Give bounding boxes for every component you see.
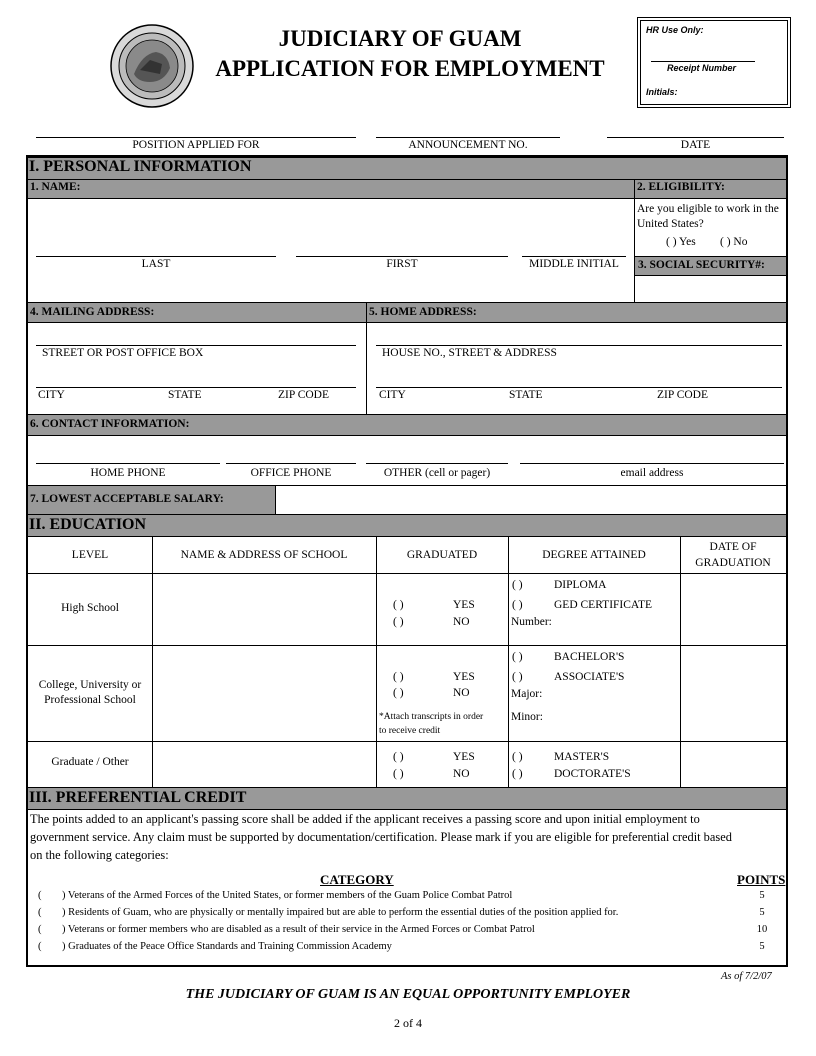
level-college-2: Professional School <box>44 694 136 706</box>
hs-diploma-label: DIPLOMA <box>554 579 607 591</box>
col-level-header: LEVEL <box>71 549 109 561</box>
email-label: email address <box>620 467 684 479</box>
college-associate-checkbox[interactable]: ( ) <box>512 671 523 683</box>
contact-info-label: 6. CONTACT INFORMATION: <box>30 418 190 430</box>
lowest-salary-field[interactable] <box>276 486 785 514</box>
home-state-label: STATE <box>509 389 543 401</box>
middle-initial-field[interactable] <box>522 256 626 257</box>
street-po-label: STREET OR POST OFFICE BOX <box>42 347 204 359</box>
attach-transcripts-note-1: *Attach transcripts in order <box>379 712 484 722</box>
home-zip-label: ZIP CODE <box>657 389 709 401</box>
col-date-header-1: DATE OF <box>709 541 757 553</box>
office-phone-label: OFFICE PHONE <box>250 467 332 479</box>
eeo-statement: THE JUDICIARY OF GUAM IS AN EQUAL OPPORTUNITY EMPLOYER <box>185 987 631 1002</box>
home-phone-label: HOME PHONE <box>90 467 166 479</box>
category-header: CATEGORY <box>320 872 394 887</box>
eligibility-question-2: United States? <box>637 218 704 230</box>
college-major-label: Major: <box>511 688 543 700</box>
college-bachelor-checkbox[interactable]: ( ) <box>512 651 523 663</box>
mailing-city-state-zip-field[interactable] <box>36 387 356 388</box>
form-frame <box>26 155 788 967</box>
pref-2-points: 5 <box>759 907 765 918</box>
level-graduate: Graduate / Other <box>51 756 129 768</box>
grad-no-label: NO <box>453 768 470 780</box>
pref-4-points: 5 <box>759 941 765 952</box>
hs-number-label: Number: <box>511 616 552 628</box>
college-no-label: NO <box>453 687 470 699</box>
other-phone-field[interactable] <box>366 463 508 464</box>
pref-3-text: ) Veterans or former members who are disabled as a result of their service in the Armed Forces or Combat Patrol <box>62 924 535 935</box>
house-street-field[interactable] <box>376 345 782 346</box>
last-label: LAST <box>141 258 171 270</box>
lowest-salary-label: 7. LOWEST ACCEPTABLE SALARY: <box>30 493 224 505</box>
announcement-no-label: ANNOUNCEMENT NO. <box>408 139 528 151</box>
preferential-paragraph-2: government service. Any claim must be supported by documentation/certification. Please mark if you are eligible for preferential credit based <box>30 830 732 844</box>
eligibility-question-1: Are you eligible to work in the <box>637 203 779 215</box>
mailing-city-label: CITY <box>38 389 65 401</box>
last-name-field[interactable] <box>36 256 276 257</box>
preferential-paragraph-3: on the following categories: <box>30 848 169 862</box>
eligibility-yes-checkbox[interactable]: ( ) Yes <box>666 236 696 248</box>
mailing-state-label: STATE <box>168 389 202 401</box>
col-graduated-header: GRADUATED <box>406 549 478 561</box>
initials-label: Initials: <box>646 87 678 97</box>
hs-ged-label: GED CERTIFICATE <box>554 599 653 611</box>
email-field[interactable] <box>520 463 784 464</box>
name-label: 1. NAME: <box>30 181 81 193</box>
home-address-label: 5. HOME ADDRESS: <box>369 306 477 318</box>
house-no-label: HOUSE NO., STREET & ADDRESS <box>382 347 557 359</box>
section-preferential-heading: III. PREFERENTIAL CREDIT <box>29 789 247 806</box>
eligibility-no-checkbox[interactable]: ( ) No <box>720 236 748 248</box>
preferential-paragraph-1: The points added to an applicant's passing score shall be added if the applicant receives a passing score and upon initial employment to <box>30 812 700 826</box>
college-yes-label: YES <box>453 671 475 683</box>
mailing-address-label: 4. MAILING ADDRESS: <box>30 306 155 318</box>
date-label: DATE <box>680 139 711 151</box>
hs-ged-checkbox[interactable]: ( ) <box>512 599 523 611</box>
eligibility-label: 2. ELIGIBILITY: <box>637 181 725 193</box>
grad-master-label: MASTER'S <box>554 751 610 763</box>
pref-2-checkbox[interactable]: ( <box>38 907 42 918</box>
section-education-heading: II. EDUCATION <box>29 516 147 533</box>
home-phone-field[interactable] <box>36 463 220 464</box>
pref-2-text: ) Residents of Guam, who are physically or mentally impaired but are able to perform the essential duties of the position applied for. <box>62 907 619 918</box>
hr-use-heading: HR Use Only: <box>646 25 704 35</box>
mailing-zip-label: ZIP CODE <box>278 389 330 401</box>
office-phone-field[interactable] <box>226 463 356 464</box>
page-number: 2 of 4 <box>394 1016 422 1030</box>
college-yes-checkbox[interactable]: ( ) <box>393 671 404 683</box>
pref-1-points: 5 <box>759 890 765 901</box>
court-seal <box>110 24 194 108</box>
college-no-checkbox[interactable]: ( ) <box>393 687 404 699</box>
ssn-label: 3. SOCIAL SECURITY#: <box>638 259 765 271</box>
page-title-line2: APPLICATION FOR EMPLOYMENT <box>215 56 605 81</box>
college-bachelor-label: BACHELOR'S <box>554 651 625 663</box>
grad-doctor-checkbox[interactable]: ( ) <box>512 768 523 780</box>
hs-no-label: NO <box>453 616 470 628</box>
hs-diploma-checkbox[interactable]: ( ) <box>512 579 523 591</box>
receipt-number-label: Receipt Number <box>667 63 737 73</box>
level-college-1: College, University or <box>38 679 142 691</box>
home-city-state-zip-field[interactable] <box>376 387 782 388</box>
college-minor-label: Minor: <box>511 711 543 723</box>
section-personal-heading: I. PERSONAL INFORMATION <box>29 158 252 175</box>
other-phone-label: OTHER (cell or pager) <box>383 467 491 479</box>
hs-yes-checkbox[interactable]: ( ) <box>393 599 404 611</box>
college-associate-label: ASSOCIATE'S <box>554 671 625 683</box>
pref-1-text: ) Veterans of the Armed Forces of the United States, or former members of the Guam Police Combat Patrol <box>62 890 513 901</box>
pref-1-checkbox[interactable]: ( <box>38 890 42 901</box>
street-po-field[interactable] <box>36 345 356 346</box>
attach-transcripts-note-2: to receive credit <box>379 726 441 736</box>
page-title-line1: JUDICIARY OF GUAM <box>278 26 522 51</box>
revision-date: As of 7/2/07 <box>721 971 772 982</box>
grad-no-checkbox[interactable]: ( ) <box>393 768 404 780</box>
first-name-field[interactable] <box>296 256 508 257</box>
position-applied-label: POSITION APPLIED FOR <box>132 139 260 151</box>
grad-yes-checkbox[interactable]: ( ) <box>393 751 404 763</box>
hs-yes-label: YES <box>453 599 475 611</box>
col-degree-header: DEGREE ATTAINED <box>542 549 646 561</box>
points-header: POINTS <box>737 872 786 887</box>
grad-doctor-label: DOCTORATE'S <box>554 768 631 780</box>
pref-3-checkbox[interactable]: ( <box>38 924 42 935</box>
col-school-header: NAME & ADDRESS OF SCHOOL <box>180 549 348 561</box>
level-high-school: High School <box>61 602 119 614</box>
hr-use-box <box>640 20 788 105</box>
middle-initial-label: MIDDLE INITIAL <box>529 258 619 270</box>
first-label: FIRST <box>386 258 418 270</box>
pref-3-points: 10 <box>756 924 768 935</box>
grad-yes-label: YES <box>453 751 475 763</box>
col-date-header-2: GRADUATION <box>695 557 771 569</box>
home-city-label: CITY <box>379 389 406 401</box>
hs-no-checkbox[interactable]: ( ) <box>393 616 404 628</box>
pref-4-text: ) Graduates of the Peace Office Standards and Training Commission Academy <box>62 941 392 952</box>
pref-4-checkbox[interactable]: ( <box>38 941 42 952</box>
grad-master-checkbox[interactable]: ( ) <box>512 751 523 763</box>
